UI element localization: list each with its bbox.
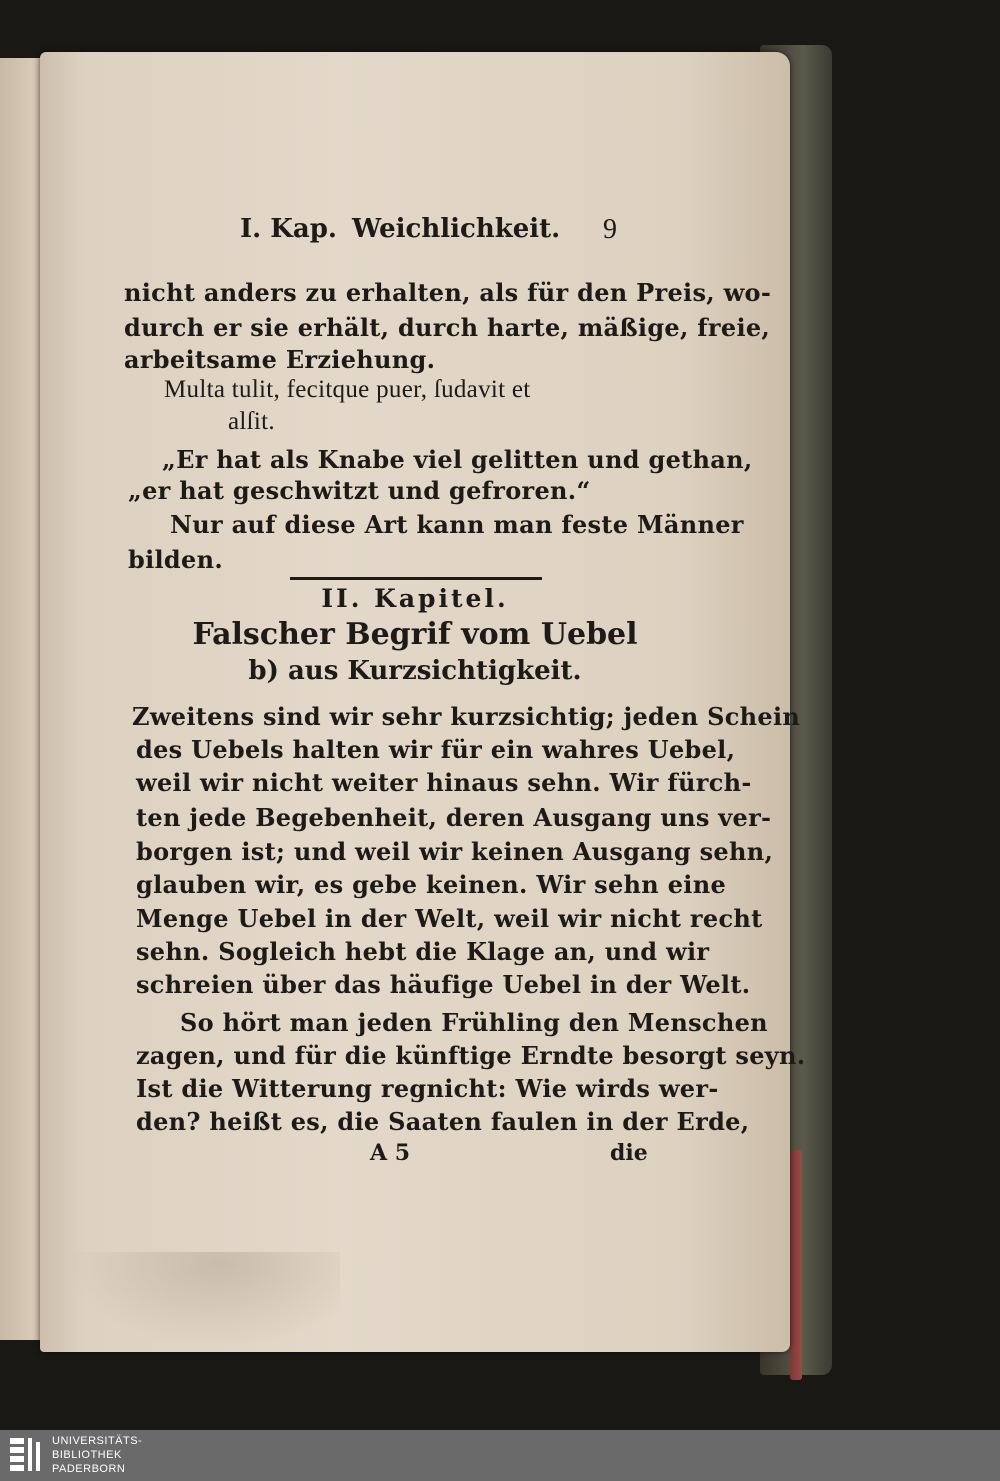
library-logo-icon	[8, 1434, 44, 1476]
paragraph-line: borgen ist; und weil wir keinen Ausgang sehn,	[136, 837, 774, 866]
decorative-rule	[290, 577, 542, 580]
signature-mark: A 5	[370, 1140, 411, 1166]
paragraph-line: Zweitens sind wir sehr kurzsichtig; jeden Schein	[132, 702, 801, 731]
translation-line: „er hat geschwitzt und gefroren.“	[128, 476, 591, 505]
paragraph-line: So hört man jeden Frühling den Menschen	[180, 1008, 768, 1037]
page-damage	[40, 1252, 340, 1362]
book-page	[40, 52, 806, 1352]
text-line: nicht anders zu erhalten, als für den Preis, wo-	[124, 278, 772, 307]
text-line: bilden.	[128, 545, 223, 574]
catchword: die	[610, 1140, 648, 1166]
chapter-subtitle: b) aus Kurzsichtigkeit.	[248, 656, 582, 686]
running-head-chapter: I. Kap.	[240, 214, 337, 244]
cover-red-edge	[790, 1150, 802, 1380]
chapter-title: Falscher Begrif vom Uebel	[192, 617, 638, 652]
paragraph-line: schreien über das häufige Uebel in der Welt.	[136, 970, 751, 999]
translation-line: „Er hat als Knabe viel gelitten und gethan,	[162, 445, 753, 474]
paragraph-line: Ist die Witterung regnicht: Wie wirds wer-	[136, 1074, 719, 1103]
logo-line: BIBLIOTHEK	[52, 1449, 122, 1461]
running-head-title: Weichlichkeit.	[352, 214, 561, 244]
paragraph-line: zagen, und für die künftige Erndte besorgt seyn.	[136, 1041, 806, 1070]
paragraph-line: ten jede Begebenheit, deren Ausgang uns ver-	[136, 803, 772, 832]
text-line: Nur auf diese Art kann man feste Männer	[170, 510, 744, 539]
paragraph-line: sehn. Sogleich hebt die Klage an, und wir	[136, 937, 710, 966]
library-logo-text	[52, 1434, 142, 1476]
logo-line: PADERBORN	[52, 1463, 126, 1475]
paragraph-line: Menge Uebel in der Welt, weil wir nicht recht	[136, 904, 763, 933]
paragraph-line: den? heißt es, die Saaten faulen in der Erde,	[136, 1107, 750, 1136]
paragraph-line: des Uebels halten wir für ein wahres Uebel,	[136, 735, 736, 764]
latin-quote-line: alſit.	[228, 408, 275, 435]
text-line: durch er sie erhält, durch harte, mäßige, freie,	[124, 313, 771, 342]
paragraph-line: glauben wir, es gebe keinen. Wir sehn eine	[136, 870, 727, 899]
paragraph-line: weil wir nicht weiter hinaus sehn. Wir fürch-	[136, 768, 752, 797]
logo-line: UNIVERSITÄTS-	[52, 1435, 143, 1447]
footer-bar	[0, 1430, 1000, 1481]
chapter-heading: II. Kapitel.	[321, 584, 509, 613]
text-line: arbeitsame Erziehung.	[124, 345, 436, 374]
latin-quote-line: Multa tulit, fecitque puer, ſudavit et	[164, 376, 531, 403]
page-number: 9	[603, 214, 617, 245]
